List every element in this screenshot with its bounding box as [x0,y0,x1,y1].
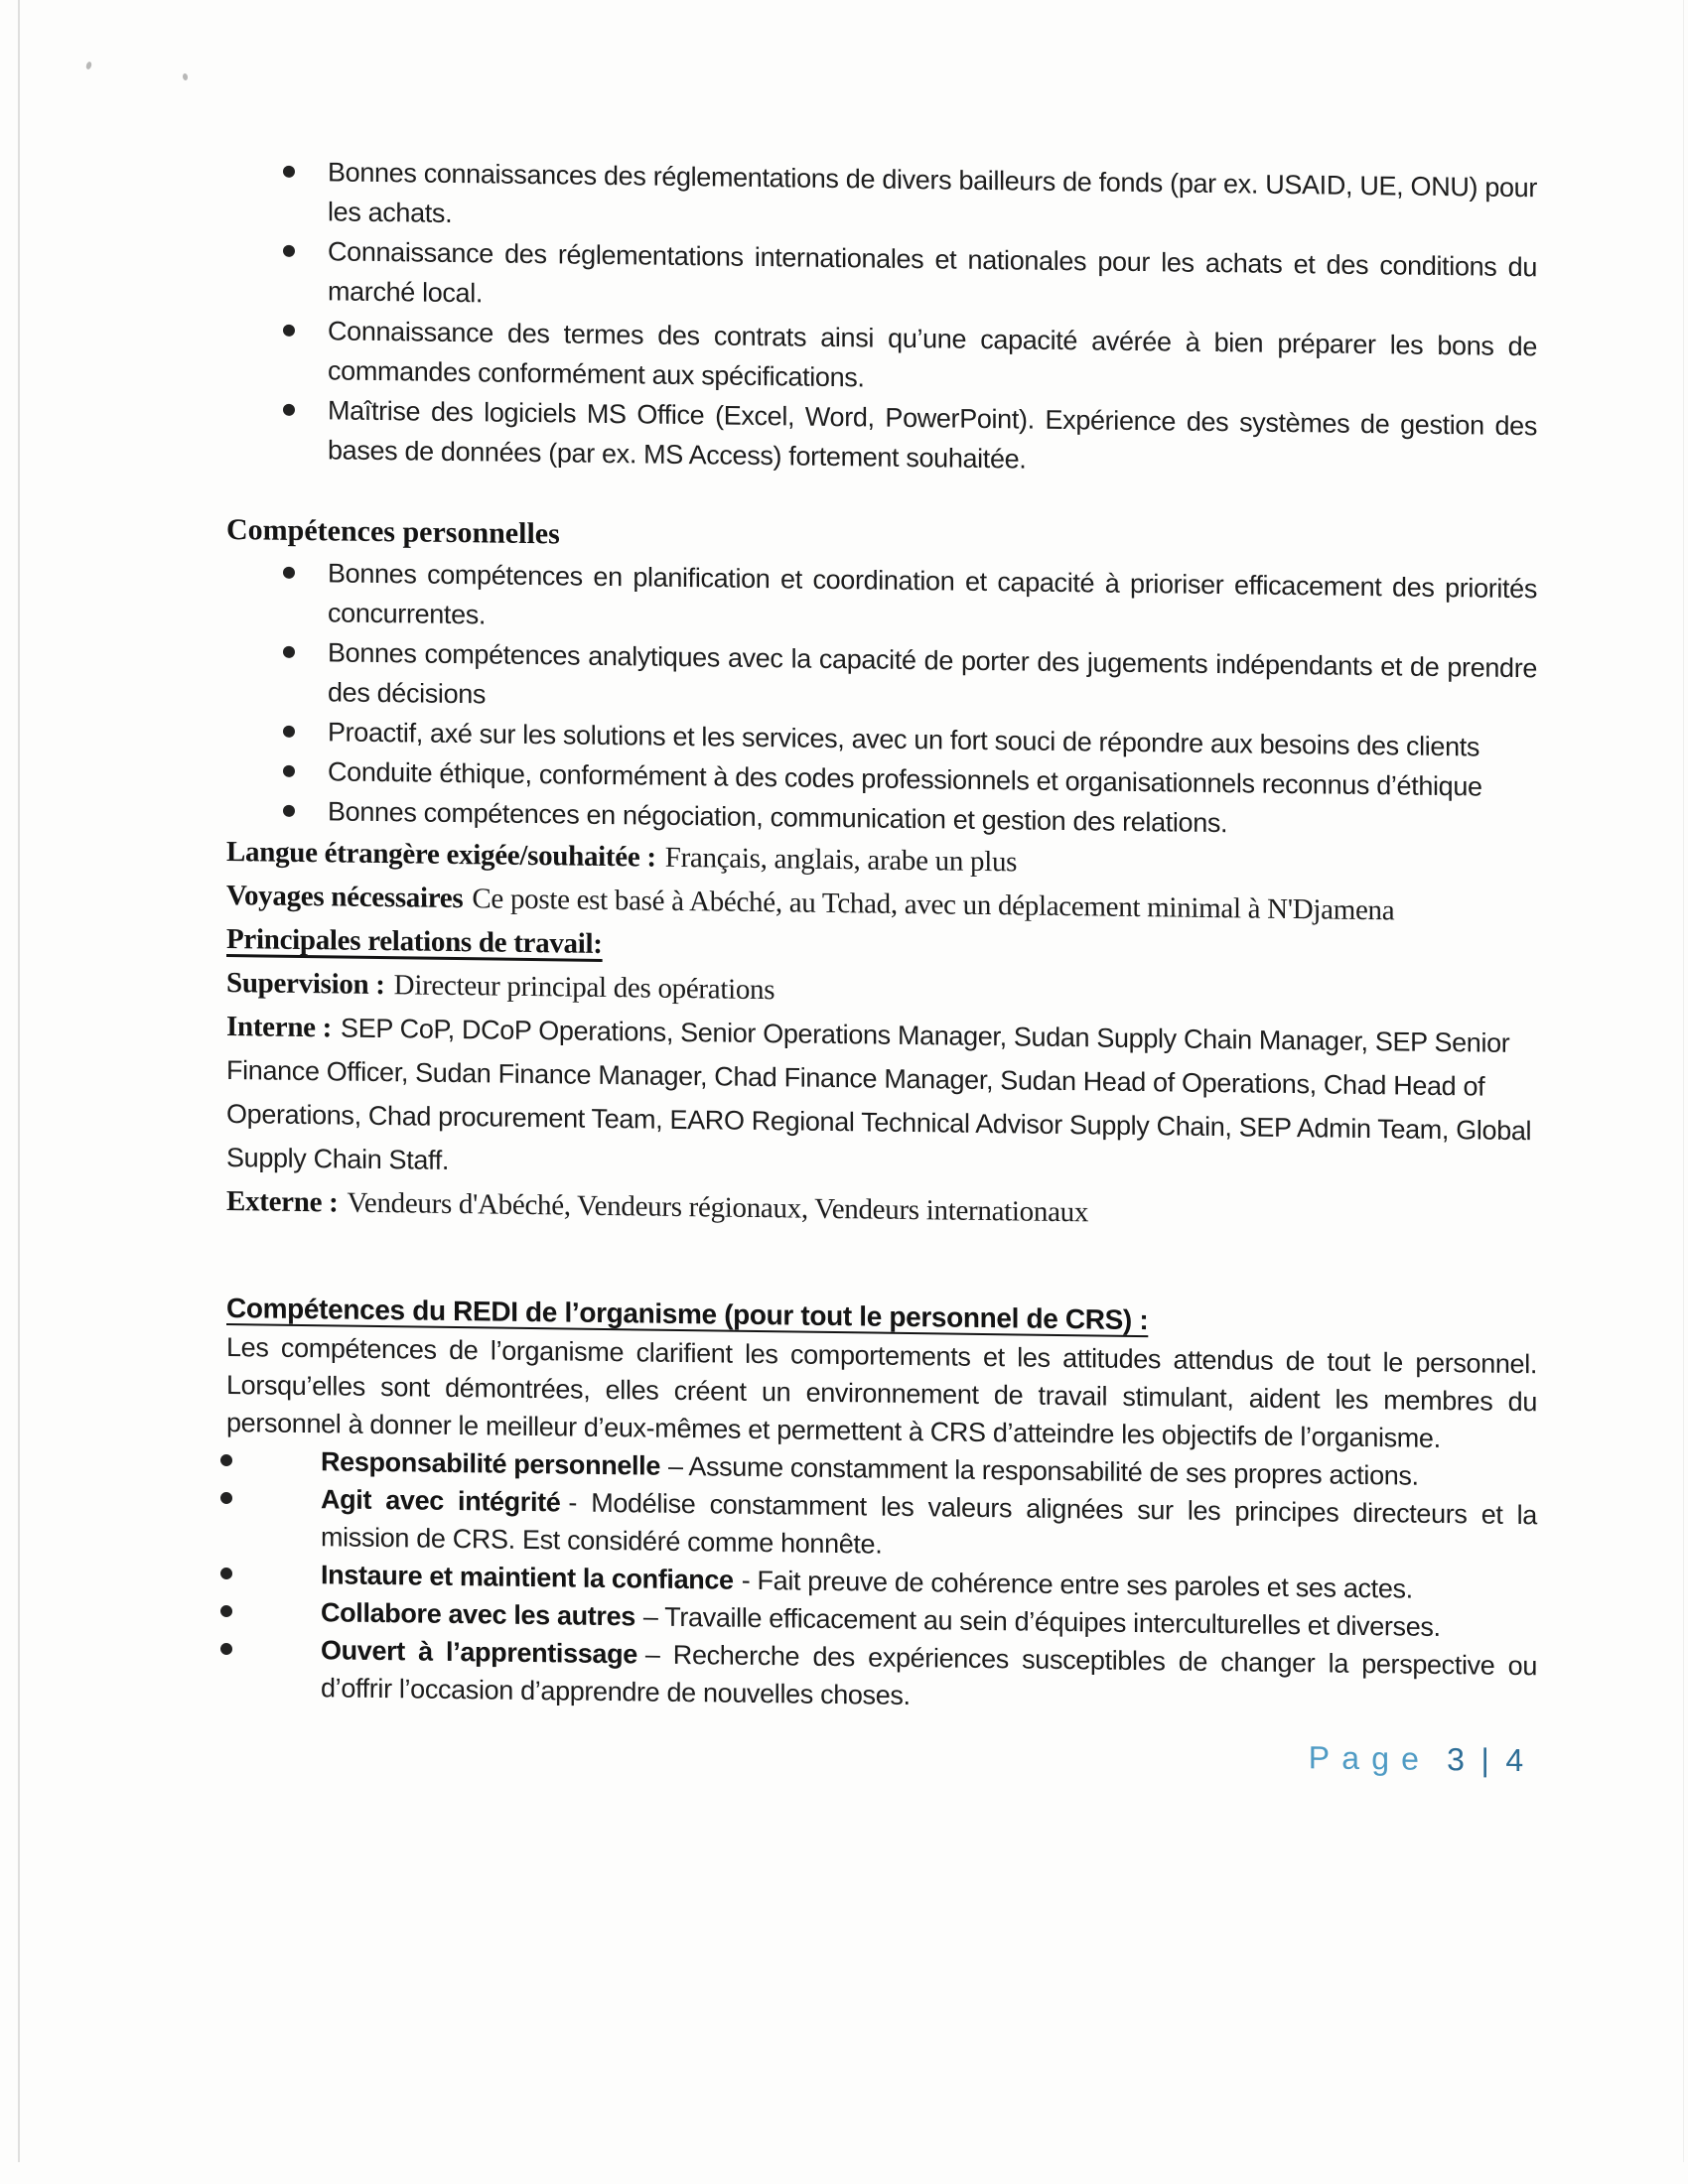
bullet-icon [220,1568,232,1579]
internal-relations [226,1005,1537,1196]
list-item-text: Maîtrise des logiciels MS Office (Excel, Word, PowerPoint). Expérience des systèmes de gestion des bases de données (par ex. MS Access) fortement souhaitée. [328,395,1537,475]
scan-edge-line [18,0,20,2162]
bullet-icon [283,245,295,257]
redi-bullet-text: - Fait preuve de cohérence entre ses paroles et ses actes. [741,1565,1413,1604]
travel-value: Ce poste est basé à Abéché, au Tchad, avec un déplacement minimal à N'Djamena [472,883,1395,927]
redi-list [226,1441,1537,1722]
list-item-text: Connaissance des termes des contrats ainsi qu’une capacité avérée à bien préparer les bons de commandes conformément aux spécifications. [328,316,1537,393]
redi-bullet-lead: Collabore avec les autres [321,1597,635,1632]
relations-heading-text: Principales relations de travail: [226,923,603,960]
section-heading-redi: Compétences du REDI de l’organisme (pour tout le personnel de CRS) : [226,1293,1149,1336]
list-item-text: Bonnes compétences en négociation, communication et gestion des relations. [328,796,1228,839]
bullet-icon [283,765,295,777]
page-footer [226,1723,1537,1780]
redi-bullet-text: – Assume constamment la responsabilité de ses propres actions. [668,1450,1419,1491]
scan-edge-line [1683,0,1684,2162]
external-value: Vendeurs d'Abéché, Vendeurs régionaux, Vendeurs internationaux [347,1186,1089,1229]
redi-bullet-lead: Responsabilité personnelle [321,1446,660,1481]
page-number-value: 3 | 4 [1447,1741,1527,1779]
supervision-value: Directeur principal des opérations [393,969,775,1007]
bullet-icon [283,166,295,178]
bullet-icon [220,1605,232,1617]
document-content [226,0,1537,1780]
redi-bullet-text: - Modélise constamment les valeurs alignées sur les principes directeurs et la mission de CRS. Est considéré comme honnête. [321,1487,1537,1560]
internal-value: SEP CoP, DCoP Operations, Senior Operations Manager, Sudan Supply Chain Manager, SEP Senior Finance Officer, Sudan Finance Manager, Chad Finance Manager, Sudan Head of Operations, Chad Head of Operations, Chad procurement Team, EARO Regional Technical Advisor Supply Chain, SEP Admin Team, Global Supply Chain Staff. [226,1013,1532,1175]
list-item-text: Bonnes connaissances des réglementations de divers bailleurs de fonds (par ex. USAID, UE, ONU) pour les achats. [328,157,1537,228]
internal-label: Interne : [226,1011,333,1044]
list-item-text: Conduite éthique, conformément à des codes professionnels et organisationnels reconnus d’éthique [328,756,1482,802]
personal-competences-list [226,552,1537,847]
scan-speck [182,73,188,81]
language-value: Français, anglais, arabe un plus [664,841,1018,879]
qualifications-list [226,151,1537,485]
list-item-text: Proactif, axé sur les solutions et les services, avec un fort souci de répondre aux besoins des clients [328,717,1480,762]
redi-bullet-lead: Instaure et maintient la confiance [321,1560,734,1595]
bullet-icon [283,726,295,738]
list-item-text: Bonnes compétences analytiques avec la capacité de porter des jugements indépendants et de prendre des décisions [328,637,1537,710]
bullet-icon [283,805,295,817]
list-item [226,1630,1537,1722]
redi-bullet-lead: Ouvert à l’apprentissage [321,1635,637,1670]
bullet-icon [283,404,295,416]
bullet-icon [220,1454,232,1466]
redi-bullet-text: – Travaille efficacement au sein d’équipes interculturelles et diverses. [642,1601,1441,1643]
bullet-icon [283,567,295,579]
bullet-icon [283,646,295,658]
language-label: Langue étrangère exigée/souhaitée : [226,836,656,874]
supervision-label: Supervision : [226,967,385,1002]
redi-bullet-lead: Agit avec intégrité [321,1484,561,1518]
list-item-text: Bonnes compétences en planification et coordination et capacité à prioriser efficacement des priorités concurrentes. [328,558,1537,630]
travel-label: Voyages nécessaires [226,880,464,915]
redi-bullet-text: – Recherche des expériences susceptibles de changer la perspective ou d’offrir l’occasion d’apprendre de nouvelles choses. [321,1639,1538,1711]
section-heading-personal-competences: Compétences personnelles [226,513,560,551]
bullet-icon [283,325,295,337]
redi-intro-paragraph: Les compétences de l’organisme clarifient les comportements et les attitudes attendus de tout le personnel. Lorsqu’elles sont démontrées, elles créent un environnement de travail stimulant, aident les membres du personnel à donner le meilleur d’eux-mêmes et permettent à CRS d’atteindre les objectifs de l’organisme. [226,1332,1537,1454]
scan-speck [85,61,92,69]
bullet-icon [220,1643,232,1655]
page-number-label: Page [1308,1739,1432,1777]
external-label: Externe : [226,1185,339,1219]
list-item [226,389,1537,485]
bullet-icon [220,1492,232,1504]
list-item-text: Connaissance des réglementations internationales et nationales pour les achats et des conditions du marché local. [328,236,1537,309]
